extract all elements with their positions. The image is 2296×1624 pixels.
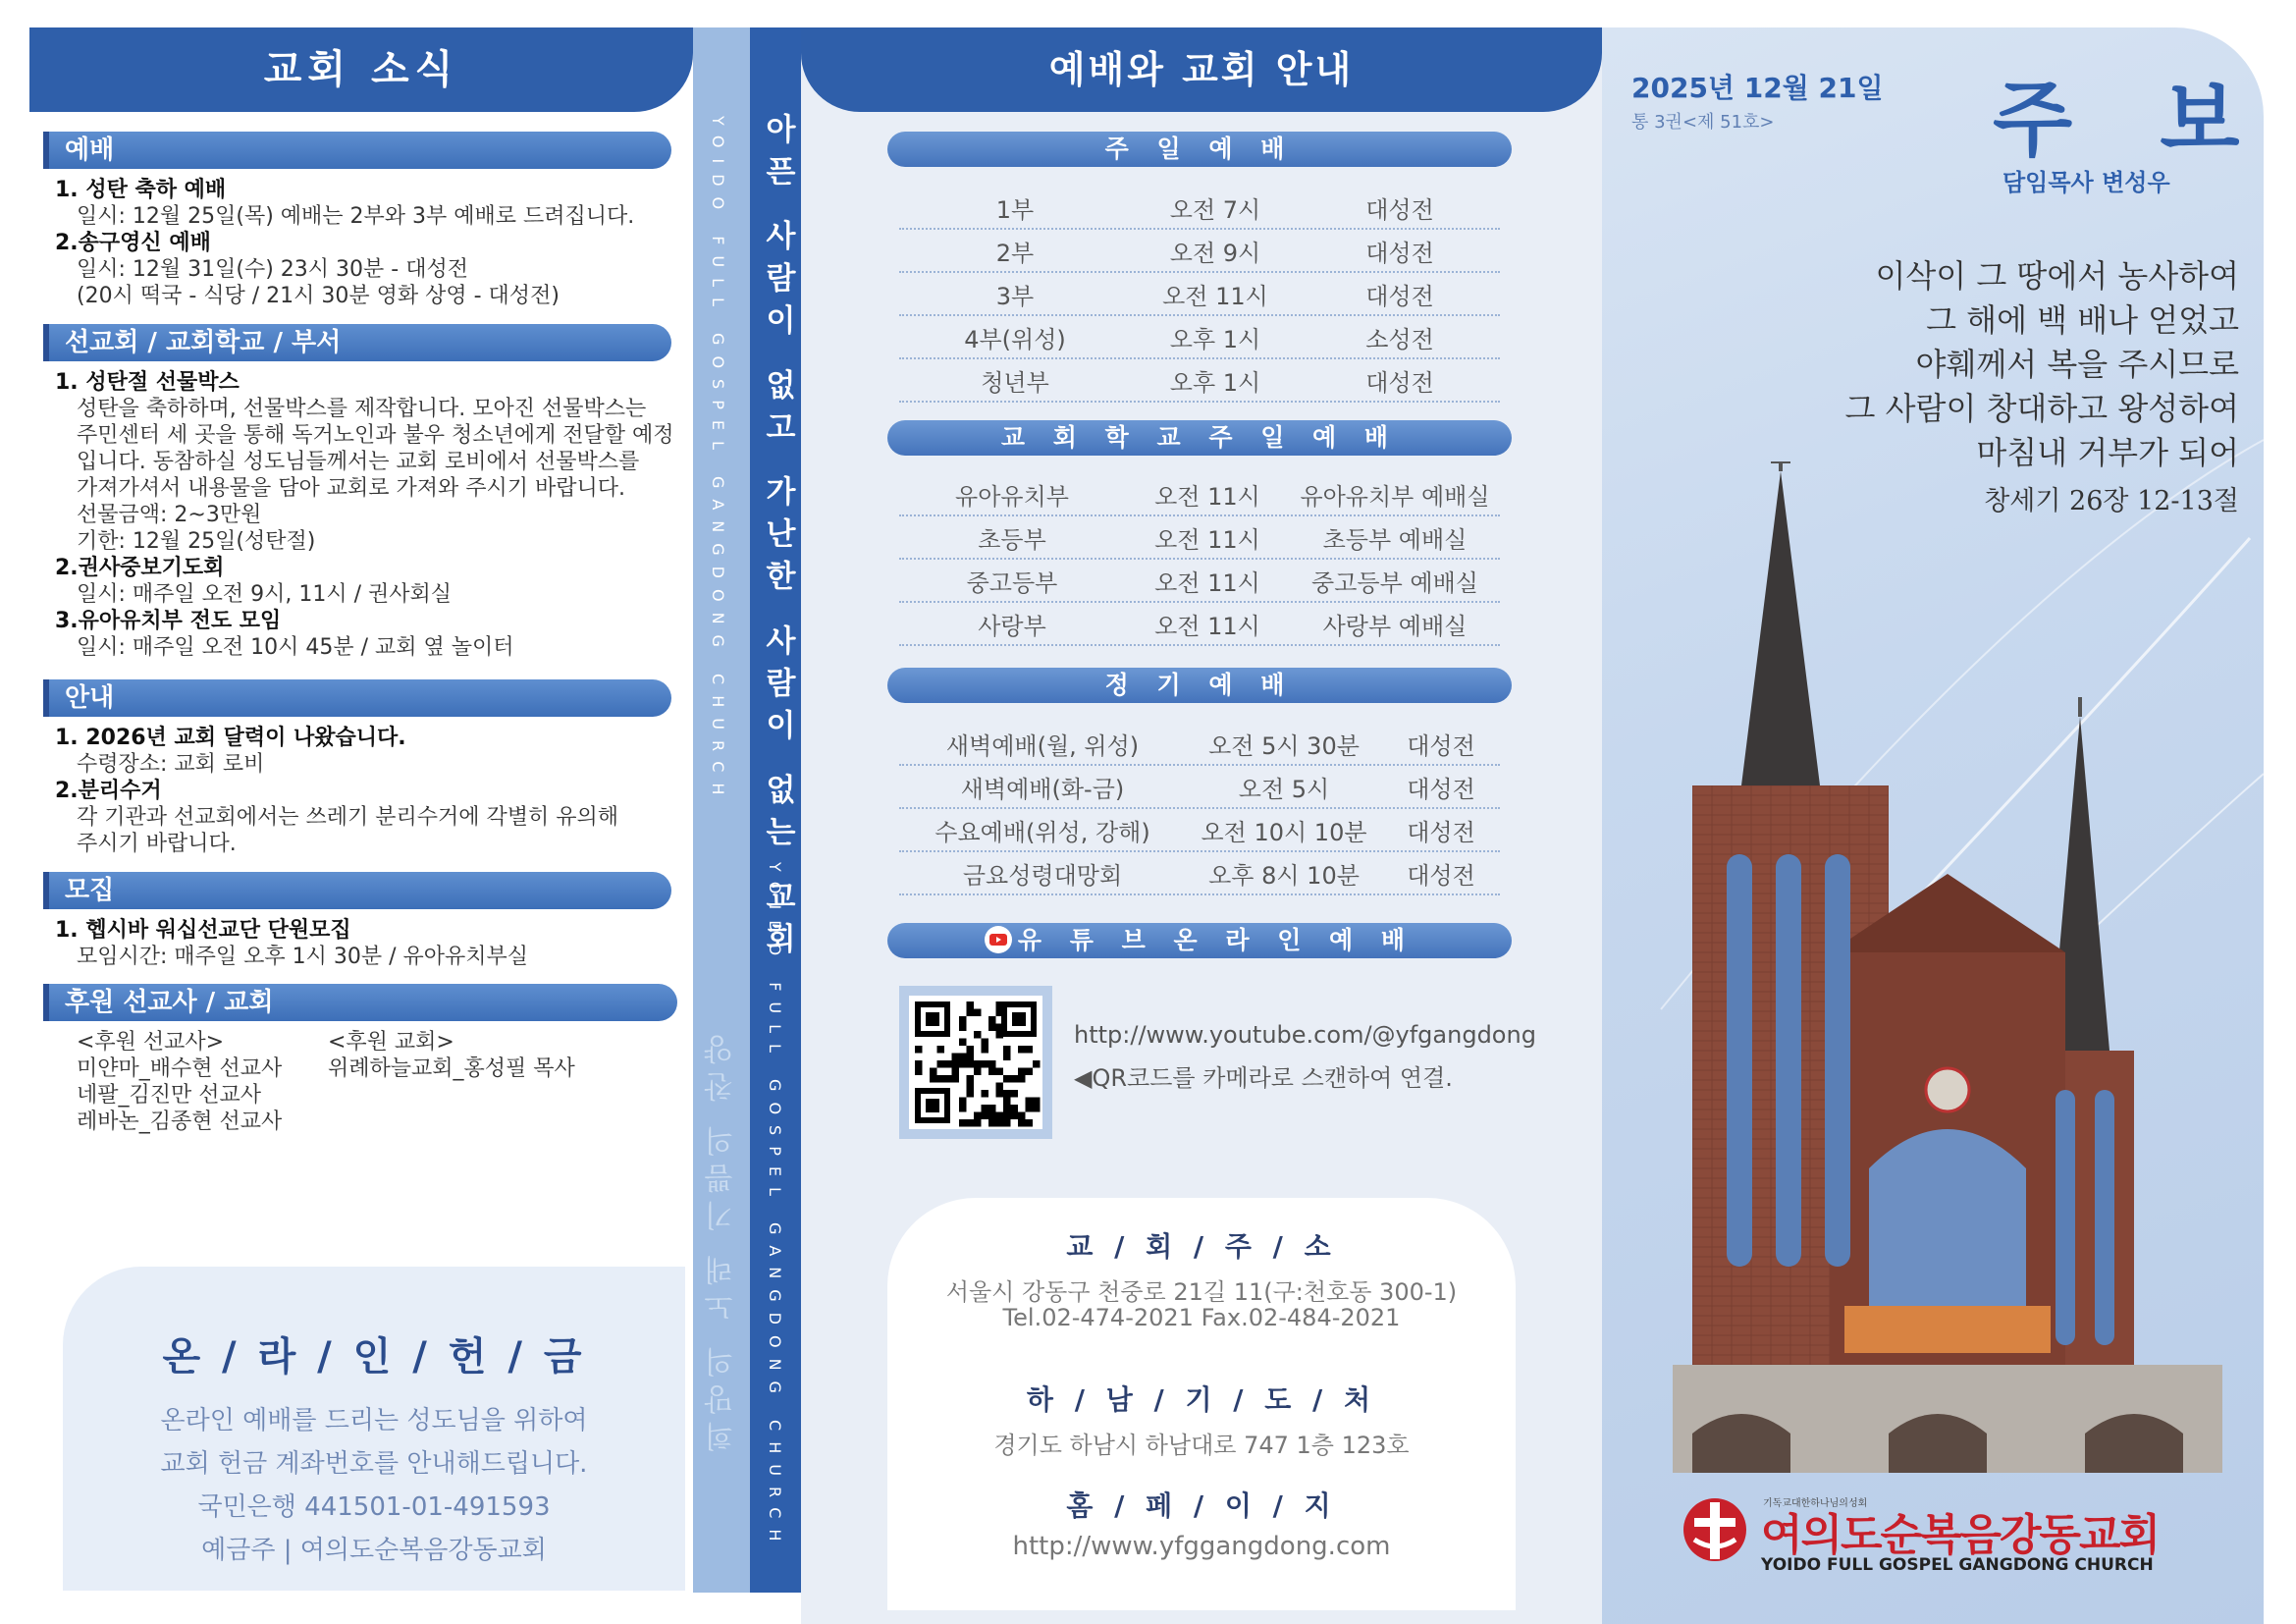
phone-fax-line: Tel.02-474-2021 Fax.02-484-2021 — [1002, 1304, 1401, 1331]
schedule-row — [899, 766, 1500, 809]
homepage-title: 홈 / 페 / 이 / 지 — [1066, 1489, 1337, 1522]
qr-module — [982, 1060, 989, 1068]
sunday-worship-title: 주 일 예 배 — [887, 132, 1512, 167]
qr-module — [1011, 1075, 1019, 1083]
qr-module — [1026, 1046, 1034, 1054]
qr-module — [996, 1112, 1004, 1120]
qr-module — [959, 1016, 967, 1024]
schedule-cell: 사랑부 — [978, 612, 1046, 640]
schedule-row — [899, 359, 1500, 403]
qr-module — [996, 1024, 1004, 1032]
news-notice: 1. 2026년 교회 달력이 나왔습니다. 수령장소: 교회 로비 2.분리수거 각 기관과 선교회에서는 쓰레기 분리수거에 각별히 유의해 주시기 바랍니다. — [55, 726, 619, 856]
schedule-cell: 오전 11시 — [1154, 525, 1260, 554]
qr-module — [967, 1009, 975, 1017]
qr-module — [967, 1075, 975, 1083]
schedule-cell: 대성전 — [1365, 368, 1434, 397]
qr-module — [1011, 1090, 1019, 1098]
schedule-row — [899, 603, 1500, 646]
qr-module — [996, 1068, 1004, 1076]
verse-line: 야훼께서 복을 주시므로 — [1915, 346, 2239, 383]
qr-module — [974, 1112, 982, 1120]
schedule-cell: 오전 9시 — [1169, 239, 1261, 267]
support-missionaries: <후원 선교사> 미얀마_배수현 선교사 네팔_김진만 선교사 레바논_김종현 선교사 — [77, 1030, 283, 1134]
qr-module — [959, 1060, 967, 1068]
qr-module — [982, 1090, 989, 1098]
qr-module — [967, 1060, 975, 1068]
schedule-cell: 사랑부 예배실 — [1322, 612, 1468, 640]
section-bar-support: 후원 선교사 / 교회 — [43, 984, 677, 1021]
schedule-cell: 대성전 — [1407, 818, 1475, 846]
qr-module — [988, 1016, 996, 1024]
offering-holder: 예금주 | 여의도순복음강동교회 — [201, 1536, 547, 1565]
qr-module — [1003, 1112, 1011, 1120]
qr-module — [952, 1060, 960, 1068]
news-recruit: 1. 헵시바 워십선교단 단원모집 모임시간: 매주일 오후 1시 30분 / 유아유치부실 — [55, 918, 529, 969]
schedule-row — [899, 809, 1500, 852]
qr-module — [937, 1046, 945, 1054]
qr-module — [967, 1090, 975, 1098]
schedule-row — [899, 187, 1500, 230]
schedule-cell: 소성전 — [1365, 325, 1434, 353]
online-offering-title: 온 / 라 / 인 / 헌 / 금 — [162, 1334, 586, 1380]
issue-number: 통 3권<제 51호> — [1631, 112, 1775, 133]
section-bar-worship: 예배 — [43, 132, 671, 169]
qr-module — [959, 1105, 967, 1112]
verse-line: 그 해에 백 배나 얻었고 — [1926, 301, 2239, 339]
schedule-cell: 4부(위성) — [964, 325, 1066, 353]
verse-reference: 창세기 26장 12-13절 — [1984, 486, 2239, 516]
qr-module — [1026, 1105, 1034, 1112]
schedule-row — [899, 852, 1500, 895]
schedule-cell: 중고등부 — [966, 568, 1058, 597]
qr-module — [996, 1119, 1004, 1127]
bulletin-title: 주 보 — [1993, 72, 2269, 168]
youtube-url[interactable]: http://www.youtube.com/@yfgangdong — [1074, 1021, 1536, 1049]
qr-module — [996, 1083, 1004, 1091]
qr-module — [988, 1112, 996, 1120]
qr-module — [988, 1068, 996, 1076]
spine-slogan: 희망의 노래 기쁨의 찬양 — [705, 1027, 739, 1452]
schedule-cell: 대성전 — [1407, 775, 1475, 803]
qr-module — [930, 1068, 937, 1076]
schedule-cell: 대성전 — [1365, 239, 1434, 267]
homepage-url[interactable]: http://www.yfggangdong.com — [1012, 1532, 1391, 1561]
qr-module — [988, 1024, 996, 1032]
schedule-cell: 초등부 예배실 — [1322, 525, 1468, 554]
qr-module — [1003, 1075, 1011, 1083]
qr-module — [1011, 1105, 1019, 1112]
verse-line: 그 사람이 창대하고 왕성하여 — [1844, 390, 2239, 427]
qr-module — [915, 1068, 923, 1076]
schedule-row — [899, 473, 1500, 516]
news-mission: 1. 성탄절 선물박스 성탄을 축하하며, 선물박스를 제작합니다. 모아진 선물박스는 주민센터 세 곳을 통해 독거노인과 불우 청소년에게 전달할 예정 입니다. 동참하실 성도님들께서는 교회 로비에서 선물박스를 가져가셔서 내용물을 담아 교회로 가져와 주시기 바랍니다. 선물금액: 2~3만원 기한: 12월 25일(성탄절) 2.권사중보기도회 일시: 매주일 오전 9시, 11시 / 권사회실 3.유아유치부 전도 모임 일시: 매주일 오전 10시 45분 / 교회 옆 놀이터 — [55, 370, 674, 660]
qr-module — [915, 1046, 923, 1054]
qr-module — [996, 1001, 1004, 1009]
qr-module — [952, 1054, 960, 1061]
spine-motto: 아픈 사람이 없고 가난한 사람이 없는 교회 — [760, 113, 795, 965]
qr-module — [974, 1068, 982, 1076]
verse-line: 이삭이 그 땅에서 농사하여 — [1875, 257, 2239, 295]
church-logo-icon — [1681, 1492, 1749, 1571]
qr-module — [967, 1119, 975, 1127]
schedule-cell: 금요성령대망회 — [962, 861, 1123, 890]
spine-english-text: YOIDO FULL GOSPEL GANGDONG CHURCH — [709, 116, 727, 806]
qr-module — [982, 1039, 989, 1047]
church-building-photo — [1633, 461, 2262, 1473]
school-worship-title: 교 회 학 교 주 일 예 배 — [887, 420, 1512, 456]
schedule-cell: 새벽예배(월, 위성) — [945, 731, 1140, 760]
schedule-cell: 대성전 — [1407, 861, 1475, 890]
qr-module — [930, 1075, 937, 1083]
qr-module — [1026, 1119, 1034, 1127]
qr-module — [944, 1075, 952, 1083]
section-bar-recruit: 모집 — [43, 872, 671, 909]
news-worship: 1. 성탄 축하 예배 일시: 12월 25일(목) 예배는 2부와 3부 예배로 드려집니다. 2.송구영신 예배 일시: 12월 31일(수) 23시 30분 - 대성전 (20시 떡국 - 식당 / 21시 30분 영화 상영 - 대성전) — [55, 178, 635, 308]
qr-module — [988, 1105, 996, 1112]
qr-module — [959, 1054, 967, 1061]
verse-line: 마침내 거부가 되어 — [1976, 434, 2239, 471]
qr-module — [982, 1046, 989, 1054]
schedule-cell: 오후 1시 — [1169, 325, 1261, 353]
qr-module — [1018, 1112, 1026, 1120]
qr-module — [959, 1024, 967, 1032]
qr-module — [1018, 1068, 1026, 1076]
qr-module — [1003, 1046, 1011, 1054]
qr-module — [996, 1031, 1004, 1039]
schedule-cell: 청년부 — [981, 368, 1049, 397]
qr-module — [988, 1119, 996, 1127]
schedule-cell: 대성전 — [1407, 731, 1475, 760]
qr-module — [967, 1046, 975, 1054]
qr-module — [937, 1060, 945, 1068]
qr-module — [1018, 1075, 1026, 1083]
qr-module — [982, 1112, 989, 1120]
qr-module — [1003, 1105, 1011, 1112]
youtube-icon — [985, 926, 1012, 953]
qr-module — [974, 1009, 982, 1017]
qr-module — [996, 1009, 1004, 1017]
qr-module — [988, 1060, 996, 1068]
qr-module — [937, 1075, 945, 1083]
address-title: 교 / 회 / 주 / 소 — [1066, 1230, 1337, 1263]
schedule-cell: 수요예배(위성, 강해) — [934, 818, 1150, 846]
schedule-cell: 오전 7시 — [1169, 195, 1261, 224]
senior-pastor: 담임목사 변성우 — [2002, 169, 2170, 196]
qr-module — [1018, 1046, 1026, 1054]
news-header: 교회 소식 — [29, 27, 693, 112]
worship-header: 예배와 교회 안내 — [801, 27, 1602, 112]
schedule-cell: 오전 5시 — [1238, 775, 1330, 803]
qr-module — [952, 1068, 960, 1076]
qr-module — [944, 1060, 952, 1068]
schedule-row — [899, 516, 1500, 560]
schedule-cell: 초등부 — [978, 525, 1046, 554]
schedule-cell: 오후 8시 10분 — [1208, 861, 1360, 890]
qr-module — [982, 1105, 989, 1112]
qr-module — [974, 1031, 982, 1039]
qr-module — [959, 1119, 967, 1127]
schedule-cell: 1부 — [995, 195, 1035, 224]
qr-module — [1033, 1060, 1041, 1068]
schedule-cell: 오전 11시 — [1154, 612, 1260, 640]
schedule-cell: 2부 — [995, 239, 1035, 267]
qr-module — [996, 1090, 1004, 1098]
hanam-address: 경기도 하남시 하남대로 747 1층 123호 — [993, 1432, 1410, 1459]
issue-date: 2025년 12월 21일 — [1631, 72, 1884, 104]
qr-module — [959, 1039, 967, 1047]
qr-module — [974, 1060, 982, 1068]
schedule-row — [899, 560, 1500, 603]
logo-denomination: 기독교대한하나님의성회 — [1763, 1498, 1868, 1509]
schedule-cell: 오전 10시 10분 — [1201, 818, 1367, 846]
qr-module — [1003, 1119, 1011, 1127]
section-bar-mission: 선교회 / 교회학교 / 부서 — [43, 324, 671, 361]
schedule-cell: 오전 11시 — [1162, 282, 1268, 310]
schedule-cell: 오전 5시 30분 — [1208, 731, 1360, 760]
spine-english-text: YOIDO FULL GOSPEL GANGDONG CHURCH — [766, 862, 784, 1552]
support-churches: <후원 교회> 위례하늘교회_홍성필 목사 — [328, 1030, 575, 1081]
schedule-cell: 3부 — [995, 282, 1035, 310]
youtube-title: 유 튜 브 온 라 인 예 배 — [887, 923, 1512, 958]
logo-church-name-english: YOIDO FULL GOSPEL GANGDONG CHURCH — [1761, 1555, 2154, 1575]
schedule-row — [899, 723, 1500, 766]
schedule-cell: 유아유치부 예배실 — [1300, 482, 1490, 511]
schedule-row — [899, 316, 1500, 359]
schedule-row — [899, 230, 1500, 273]
qr-module — [967, 1001, 975, 1009]
schedule-cell: 유아유치부 — [955, 482, 1069, 511]
qr-module — [1003, 1054, 1011, 1061]
qr-module — [915, 1060, 923, 1068]
qr-module — [967, 1054, 975, 1061]
hanam-title: 하 / 남 / 기 / 도 / 처 — [1026, 1383, 1377, 1416]
regular-worship-title: 정 기 예 배 — [887, 668, 1512, 703]
qr-module — [959, 1098, 967, 1106]
section-bar-notice: 안내 — [43, 679, 671, 717]
schedule-cell: 대성전 — [1365, 282, 1434, 310]
schedule-cell: 오후 1시 — [1169, 368, 1261, 397]
qr-module — [1033, 1105, 1041, 1112]
qr-module — [1033, 1098, 1041, 1106]
schedule-row — [899, 273, 1500, 316]
offering-line: 온라인 예배를 드리는 성도님을 위하여 — [160, 1406, 588, 1435]
qr-module — [952, 1075, 960, 1083]
qr-module — [1026, 1068, 1034, 1076]
schedule-cell: 오전 11시 — [1154, 482, 1260, 511]
qr-module — [974, 1119, 982, 1127]
qr-module — [1026, 1098, 1034, 1106]
qr-module — [1018, 1119, 1026, 1127]
schedule-cell: 새벽예배(화-금) — [960, 775, 1125, 803]
qr-scan-note: ◀QR코드를 카메라로 스캔하여 연결. — [1074, 1064, 1453, 1092]
offering-line: 교회 헌금 계좌번호를 안내해드립니다. — [160, 1449, 588, 1479]
qr-module — [1011, 1112, 1019, 1120]
qr-code[interactable] — [899, 986, 1052, 1139]
schedule-cell: 중고등부 예배실 — [1311, 568, 1478, 597]
offering-account: 국민은행 441501-01-491593 — [197, 1492, 551, 1522]
schedule-cell: 오전 11시 — [1154, 568, 1260, 597]
logo-church-name: 여의도순복음강동교회 — [1761, 1510, 2160, 1560]
qr-module — [1003, 1090, 1011, 1098]
qr-module — [1003, 1098, 1011, 1106]
schedule-cell: 대성전 — [1365, 195, 1434, 224]
qr-module — [967, 1083, 975, 1091]
address-line: 서울시 강동구 천중로 21길 11(구:천호동 300-1) — [945, 1278, 1458, 1306]
